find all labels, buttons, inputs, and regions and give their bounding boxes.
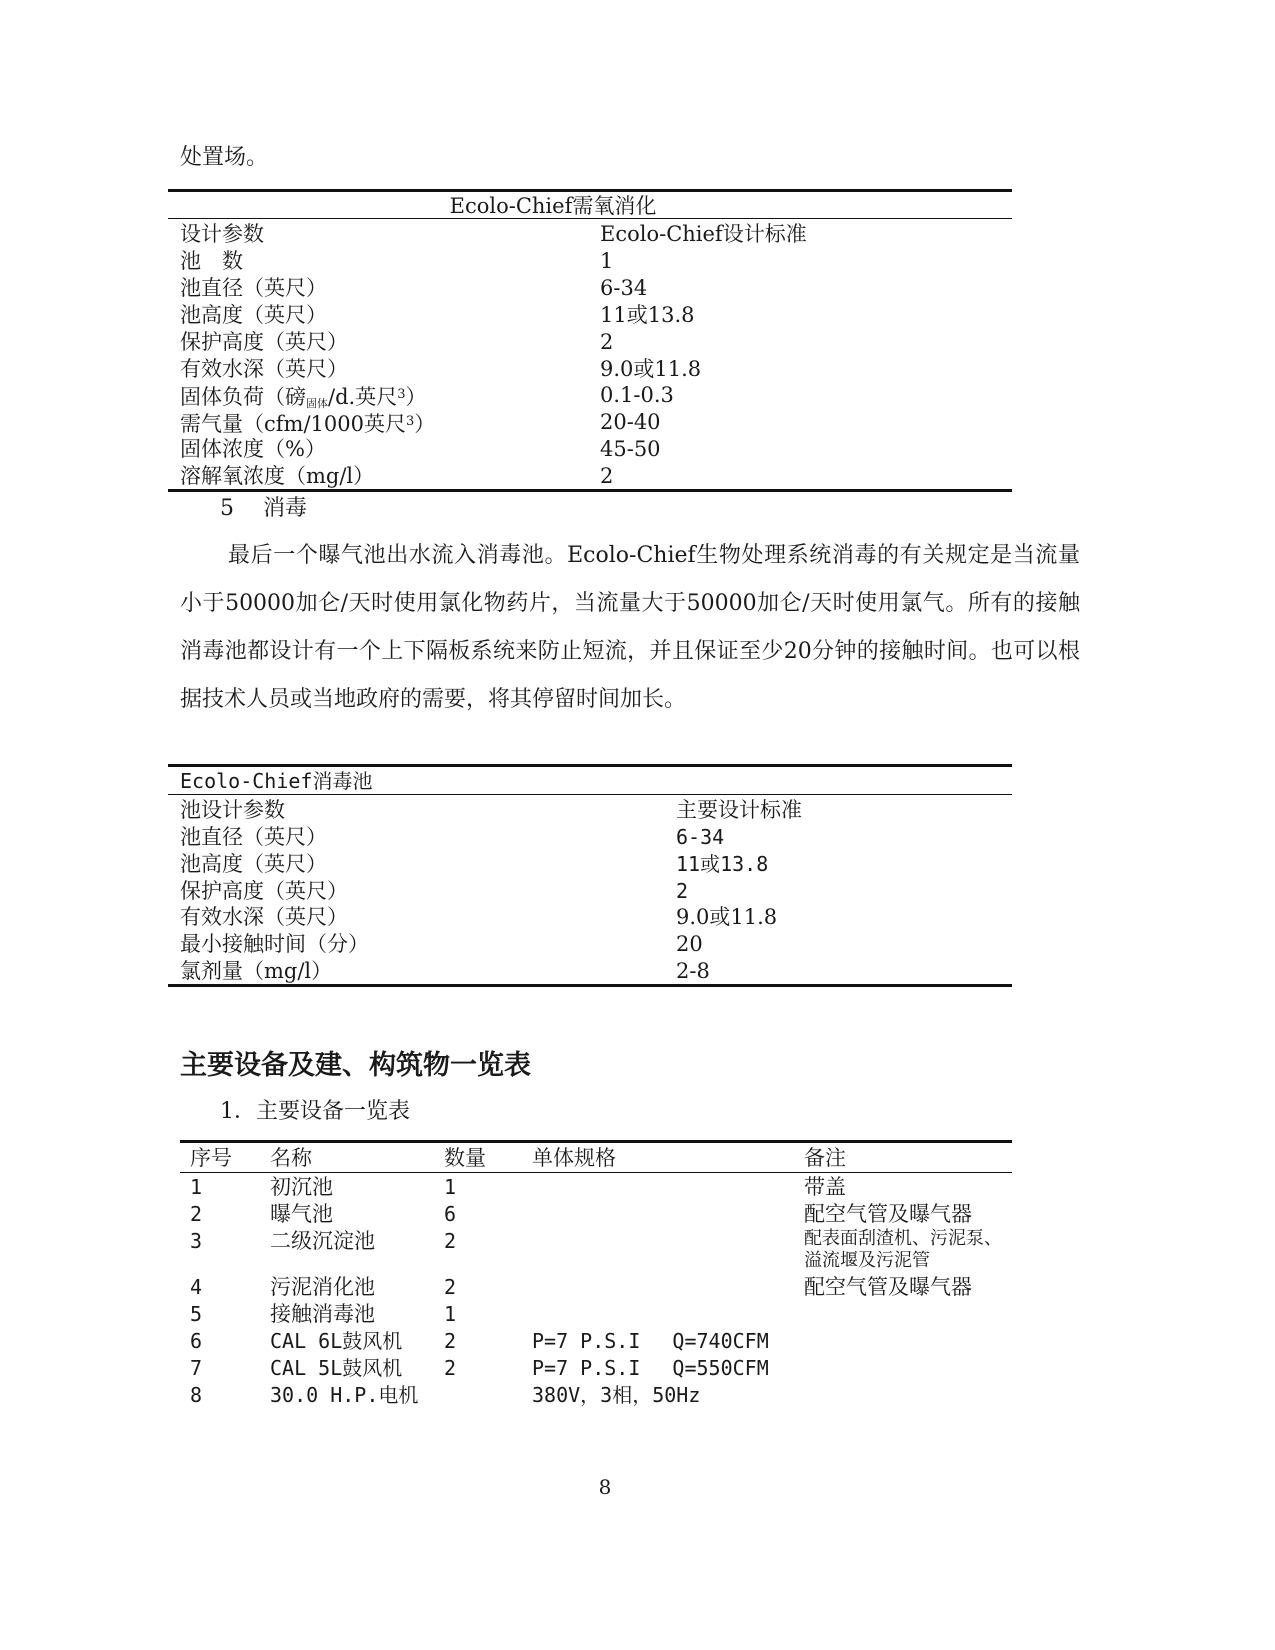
table-cell: 11或13.8: [600, 303, 695, 327]
superscript: 3: [405, 414, 415, 429]
page-number: 8: [598, 1475, 612, 1499]
cell-text: ）: [405, 385, 427, 409]
table-cell: 保护高度（英尺）: [180, 330, 348, 354]
table-header-rule: [180, 1172, 1012, 1173]
table-cell: P=7 P.S.I Q=740CFM: [532, 1329, 769, 1353]
table-cell: 2: [444, 1229, 457, 1253]
subsection-heading: 1．主要设备一览表: [220, 1099, 410, 1124]
table-top-rule: [180, 1140, 1012, 1143]
table-cell: 380V，3相，50Hz: [532, 1383, 701, 1407]
disinfection-paragraph: 最后一个曝气池出水流入消毒池。Ecolo-Chief生物处理系统消毒的有关规定是当流量小于50000加仑/天时使用氯化物药片，当流量大于50000加仑/天时使用氯气。所有的接触消毒池都设计有一个上下隔板系统来防止短流，并且保证至少20分钟的接触时间。也可以根据技术人员或当地政府的需要，将其停留时间加长。: [180, 543, 1080, 712]
table-cell: CAL 5L鼓风机: [270, 1356, 403, 1380]
cell-text: ）: [414, 412, 436, 436]
section-number: 5: [220, 496, 234, 521]
table-cell: 6: [190, 1329, 203, 1353]
table-cell: 1: [190, 1175, 203, 1199]
table-header-cell: Ecolo-Chief设计标准: [600, 222, 807, 246]
table-bottom-rule: [168, 489, 1012, 492]
table-cell: 2: [444, 1356, 457, 1380]
table-cell: 6-34: [600, 276, 648, 300]
table-cell: CAL 6L鼓风机: [270, 1329, 403, 1353]
table-cell: 有效水深（英尺）: [180, 357, 348, 381]
table-cell: 池高度（英尺）: [180, 852, 327, 876]
table-cell: 2: [190, 1202, 203, 1226]
table-cell: 30.0 H.P.电机: [270, 1383, 419, 1407]
table-cell: 2: [600, 464, 614, 488]
table-cell: 固体浓度（%）: [180, 437, 326, 461]
table-top-rule: [168, 764, 1012, 767]
table-cell: [180, 409, 435, 437]
table-cell: 接触消毒池: [270, 1302, 375, 1326]
table-cell: 20-40: [600, 410, 661, 434]
table-cell: 1: [600, 249, 614, 273]
table-header-cell: 数量: [444, 1146, 486, 1170]
table-cell: 池 数: [180, 249, 243, 273]
table-cell: 2: [444, 1329, 457, 1353]
table-cell: 2: [600, 330, 614, 354]
table-cell: 8: [190, 1383, 203, 1407]
table-header-rule: [168, 794, 1012, 795]
cell-text: /d.英尺: [328, 385, 398, 409]
table-cell: 最小接触时间（分）: [180, 932, 369, 956]
table-title: Ecolo-Chief消毒池: [180, 769, 373, 793]
table-cell: 2: [676, 879, 689, 903]
table-cell: P=7 P.S.I Q=550CFM: [532, 1356, 769, 1380]
cell-text: 固体负荷（磅: [180, 385, 306, 409]
table-bottom-rule: [168, 984, 1012, 987]
table-cell: 3: [190, 1229, 203, 1253]
cell-text: 需气量（cfm/1000英尺: [180, 412, 406, 436]
table-cell: 0.1-0.3: [600, 383, 674, 407]
table-cell: 6-34: [676, 825, 725, 849]
table-cell: 溢流堰及污泥管: [804, 1250, 930, 1271]
table-cell: 20: [676, 932, 703, 956]
table-header-cell: 主要设计标准: [676, 798, 802, 822]
table-cell: 11或13.8: [676, 852, 769, 876]
table-title: Ecolo-Chief需氧消化: [449, 194, 657, 218]
table-cell: 曝气池: [270, 1202, 333, 1226]
table-header-cell: 设计参数: [180, 222, 264, 246]
table-cell: 配空气管及曝气器: [804, 1275, 972, 1299]
table-cell: 污泥消化池: [270, 1275, 375, 1299]
table-cell: 4: [190, 1275, 203, 1299]
table-cell: 池直径（英尺）: [180, 276, 327, 300]
table-header-cell: 备注: [804, 1146, 846, 1170]
table-top-rule: [168, 189, 1012, 192]
table-cell: 溶解氧浓度（mg/l）: [180, 464, 375, 488]
table-header-cell: 池设计参数: [180, 798, 285, 822]
table-header-cell: 序号: [190, 1146, 232, 1170]
table-cell: 配空气管及曝气器: [804, 1202, 972, 1226]
table-cell: 45-50: [600, 437, 661, 461]
table-cell: 配表面刮渣机、污泥泵、: [804, 1228, 1002, 1249]
intro-text: 处置场。: [180, 145, 269, 170]
table-header-cell: 名称: [270, 1146, 312, 1170]
superscript: 3: [397, 387, 406, 402]
table-cell: 1: [444, 1175, 457, 1199]
table-header-rule: [168, 218, 1012, 219]
table-cell: 6: [444, 1202, 457, 1226]
subscript: 固体: [306, 397, 328, 410]
table-cell: 9.0或11.8: [676, 905, 778, 929]
table-cell: 7: [190, 1356, 203, 1380]
table-cell: 池高度（英尺）: [180, 303, 327, 327]
table-cell: 保护高度（英尺）: [180, 879, 348, 903]
section-title: 消毒: [263, 496, 308, 521]
table-cell: 有效水深（英尺）: [180, 905, 348, 929]
table-cell: 2: [444, 1275, 457, 1299]
table-cell: 2-8: [676, 959, 710, 983]
table-cell: 初沉池: [270, 1175, 333, 1199]
table-cell: 二级沉淀池: [270, 1229, 375, 1253]
table-cell: 1: [444, 1302, 457, 1326]
table-cell: 氯剂量（mg/l）: [180, 959, 333, 983]
table-cell: 5: [190, 1302, 203, 1326]
section-heading: 主要设备及建、构筑物一览表: [180, 1050, 531, 1081]
table-header-cell: 单体规格: [532, 1146, 616, 1170]
table-cell: 9.0或11.8: [600, 357, 702, 381]
table-cell: 带盖: [804, 1175, 846, 1199]
table-cell: 池直径（英尺）: [180, 825, 327, 849]
